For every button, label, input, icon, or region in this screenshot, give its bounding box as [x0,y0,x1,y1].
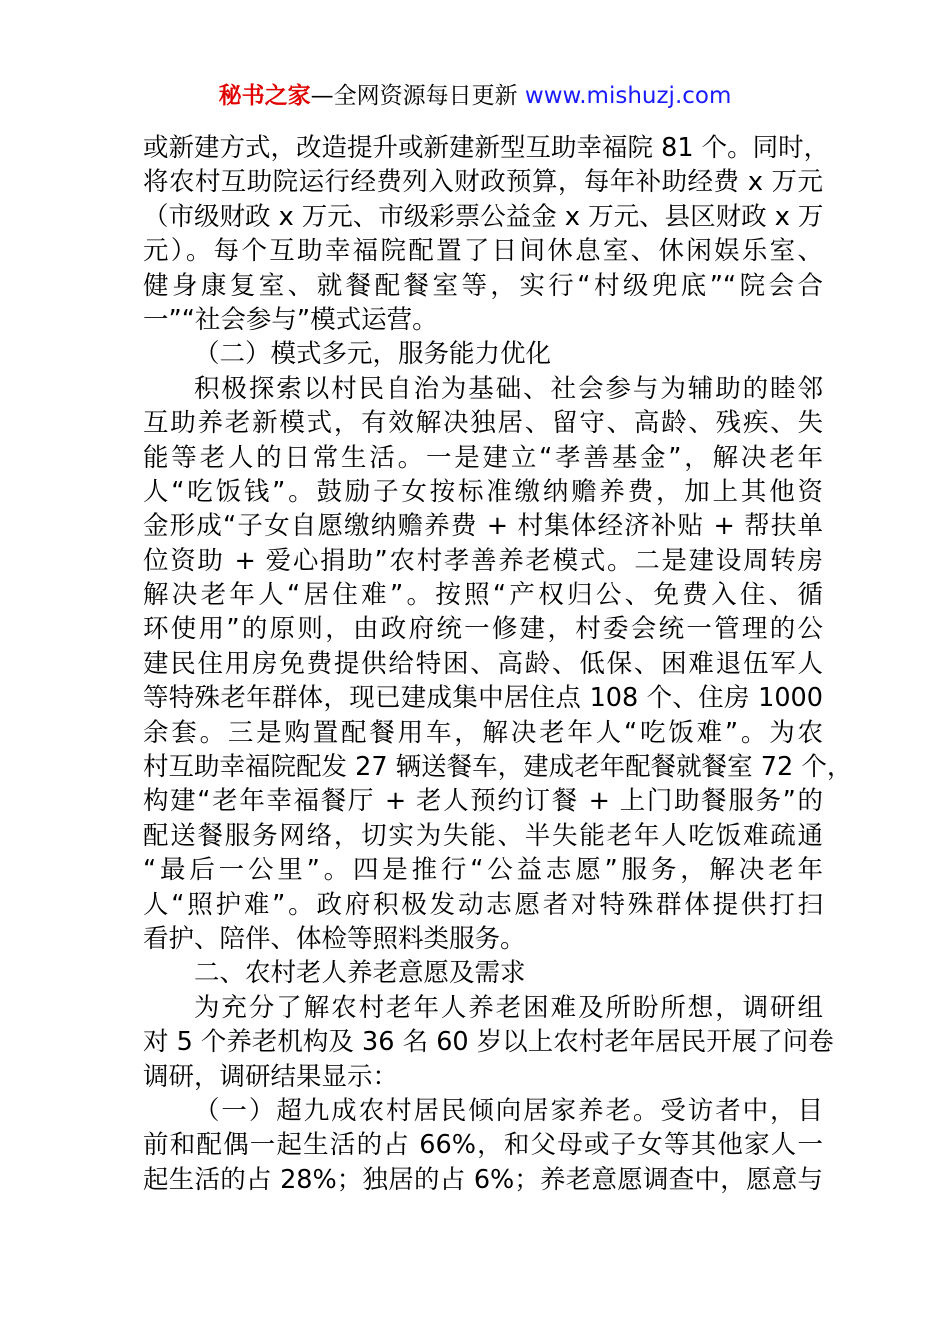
body-line: 解决老年人“居住难”。按照“产权归公、免费入住、循 [143,580,823,611]
body-line: 村互助幸福院配发 27 辆送餐车，建成老年配餐就餐室 72 个， [143,752,853,783]
body-line: “最后一公里”。四是推行“公益志愿”服务，解决老年 [143,855,823,886]
body-line: 余套。三是购置配餐用车，解决老年人“吃饭难”。为农 [143,717,823,748]
document-body [143,131,853,1197]
body-line: 构建“老年幸福餐厅 + 老人预约订餐 + 上门助餐服务”的 [143,786,823,817]
body-line: 人“吃饭钱”。鼓励子女按标准缴纳赡养费，加上其他资 [143,476,823,507]
body-line: 前和配偶一起生活的占 66%，和父母或子女等其他家人一 [143,1130,823,1161]
header-slogan: —全网资源每日更新 [310,83,525,109]
body-line: 能等老人的日常生活。一是建立“孝善基金”，解决老年 [143,442,823,473]
body-line: 起生活的占 28%；独居的占 6%；养老意愿调查中，愿意与 [143,1164,823,1195]
body-line: 配送餐服务网络，切实为失能、半失能老年人吃饭难疏通 [143,820,823,851]
body-line: 建民住用房免费提供给特困、高龄、低保、困难退伍军人 [143,648,823,679]
body-line: 位资助 + 爱心捐助”农村孝善养老模式。二是建设周转房 [143,545,823,576]
body-line: 二、农村老人养老意愿及需求 [194,958,526,989]
body-line: 看护、陪伴、体检等照料类服务。 [143,923,526,954]
body-line: 将农村互助院运行经费列入财政预算，每年补助经费 x 万元 [143,167,823,198]
body-line: 互助养老新模式，有效解决独居、留守、高龄、残疾、失 [143,408,823,439]
body-line: （二）模式多元，服务能力优化 [194,339,552,370]
body-line: 积极探索以村民自治为基础、社会参与为辅助的睦邻 [194,373,823,404]
body-line: （市级财政 x 万元、市级彩票公益金 x 万元、县区财政 x 万 [143,201,824,232]
site-url[interactable]: www.mishuzj.com [524,83,732,109]
page-header [0,80,950,112]
body-line: 健身康复室、就餐配餐室等，实行“村级兜底”“院会合 [143,270,823,301]
body-line: 等特殊老年群体，现已建成集中居住点 108 个、住房 1000 [143,683,823,714]
body-line: 金形成“子女自愿缴纳赡养费 + 村集体经济补贴 + 帮扶单 [143,511,823,542]
body-line: 对 5 个养老机构及 36 名 60 岁以上农村老年居民开展了问卷 [143,1027,834,1058]
body-line: 一”“社会参与”模式运营。 [143,304,438,335]
body-line: 人“照护难”。政府积极发动志愿者对特殊群体提供打扫 [143,889,823,920]
brand-name: 秘书之家 [218,83,311,109]
body-line: （一）超九成农村居民倾向居家养老。受访者中，目 [194,1095,823,1126]
body-line: 或新建方式，改造提升或新建新型互助幸福院 81 个。同时， [143,133,830,163]
body-line: 调研，调研结果显示： [143,1061,399,1092]
body-line: 环使用”的原则，由政府统一修建，村委会统一管理的公 [143,614,823,645]
body-line: 元）。每个互助幸福院配置了日间休息室、休闲娱乐室、 [143,236,823,267]
body-line: 为充分了解农村老年人养老困难及所盼所想，调研组 [194,992,823,1023]
